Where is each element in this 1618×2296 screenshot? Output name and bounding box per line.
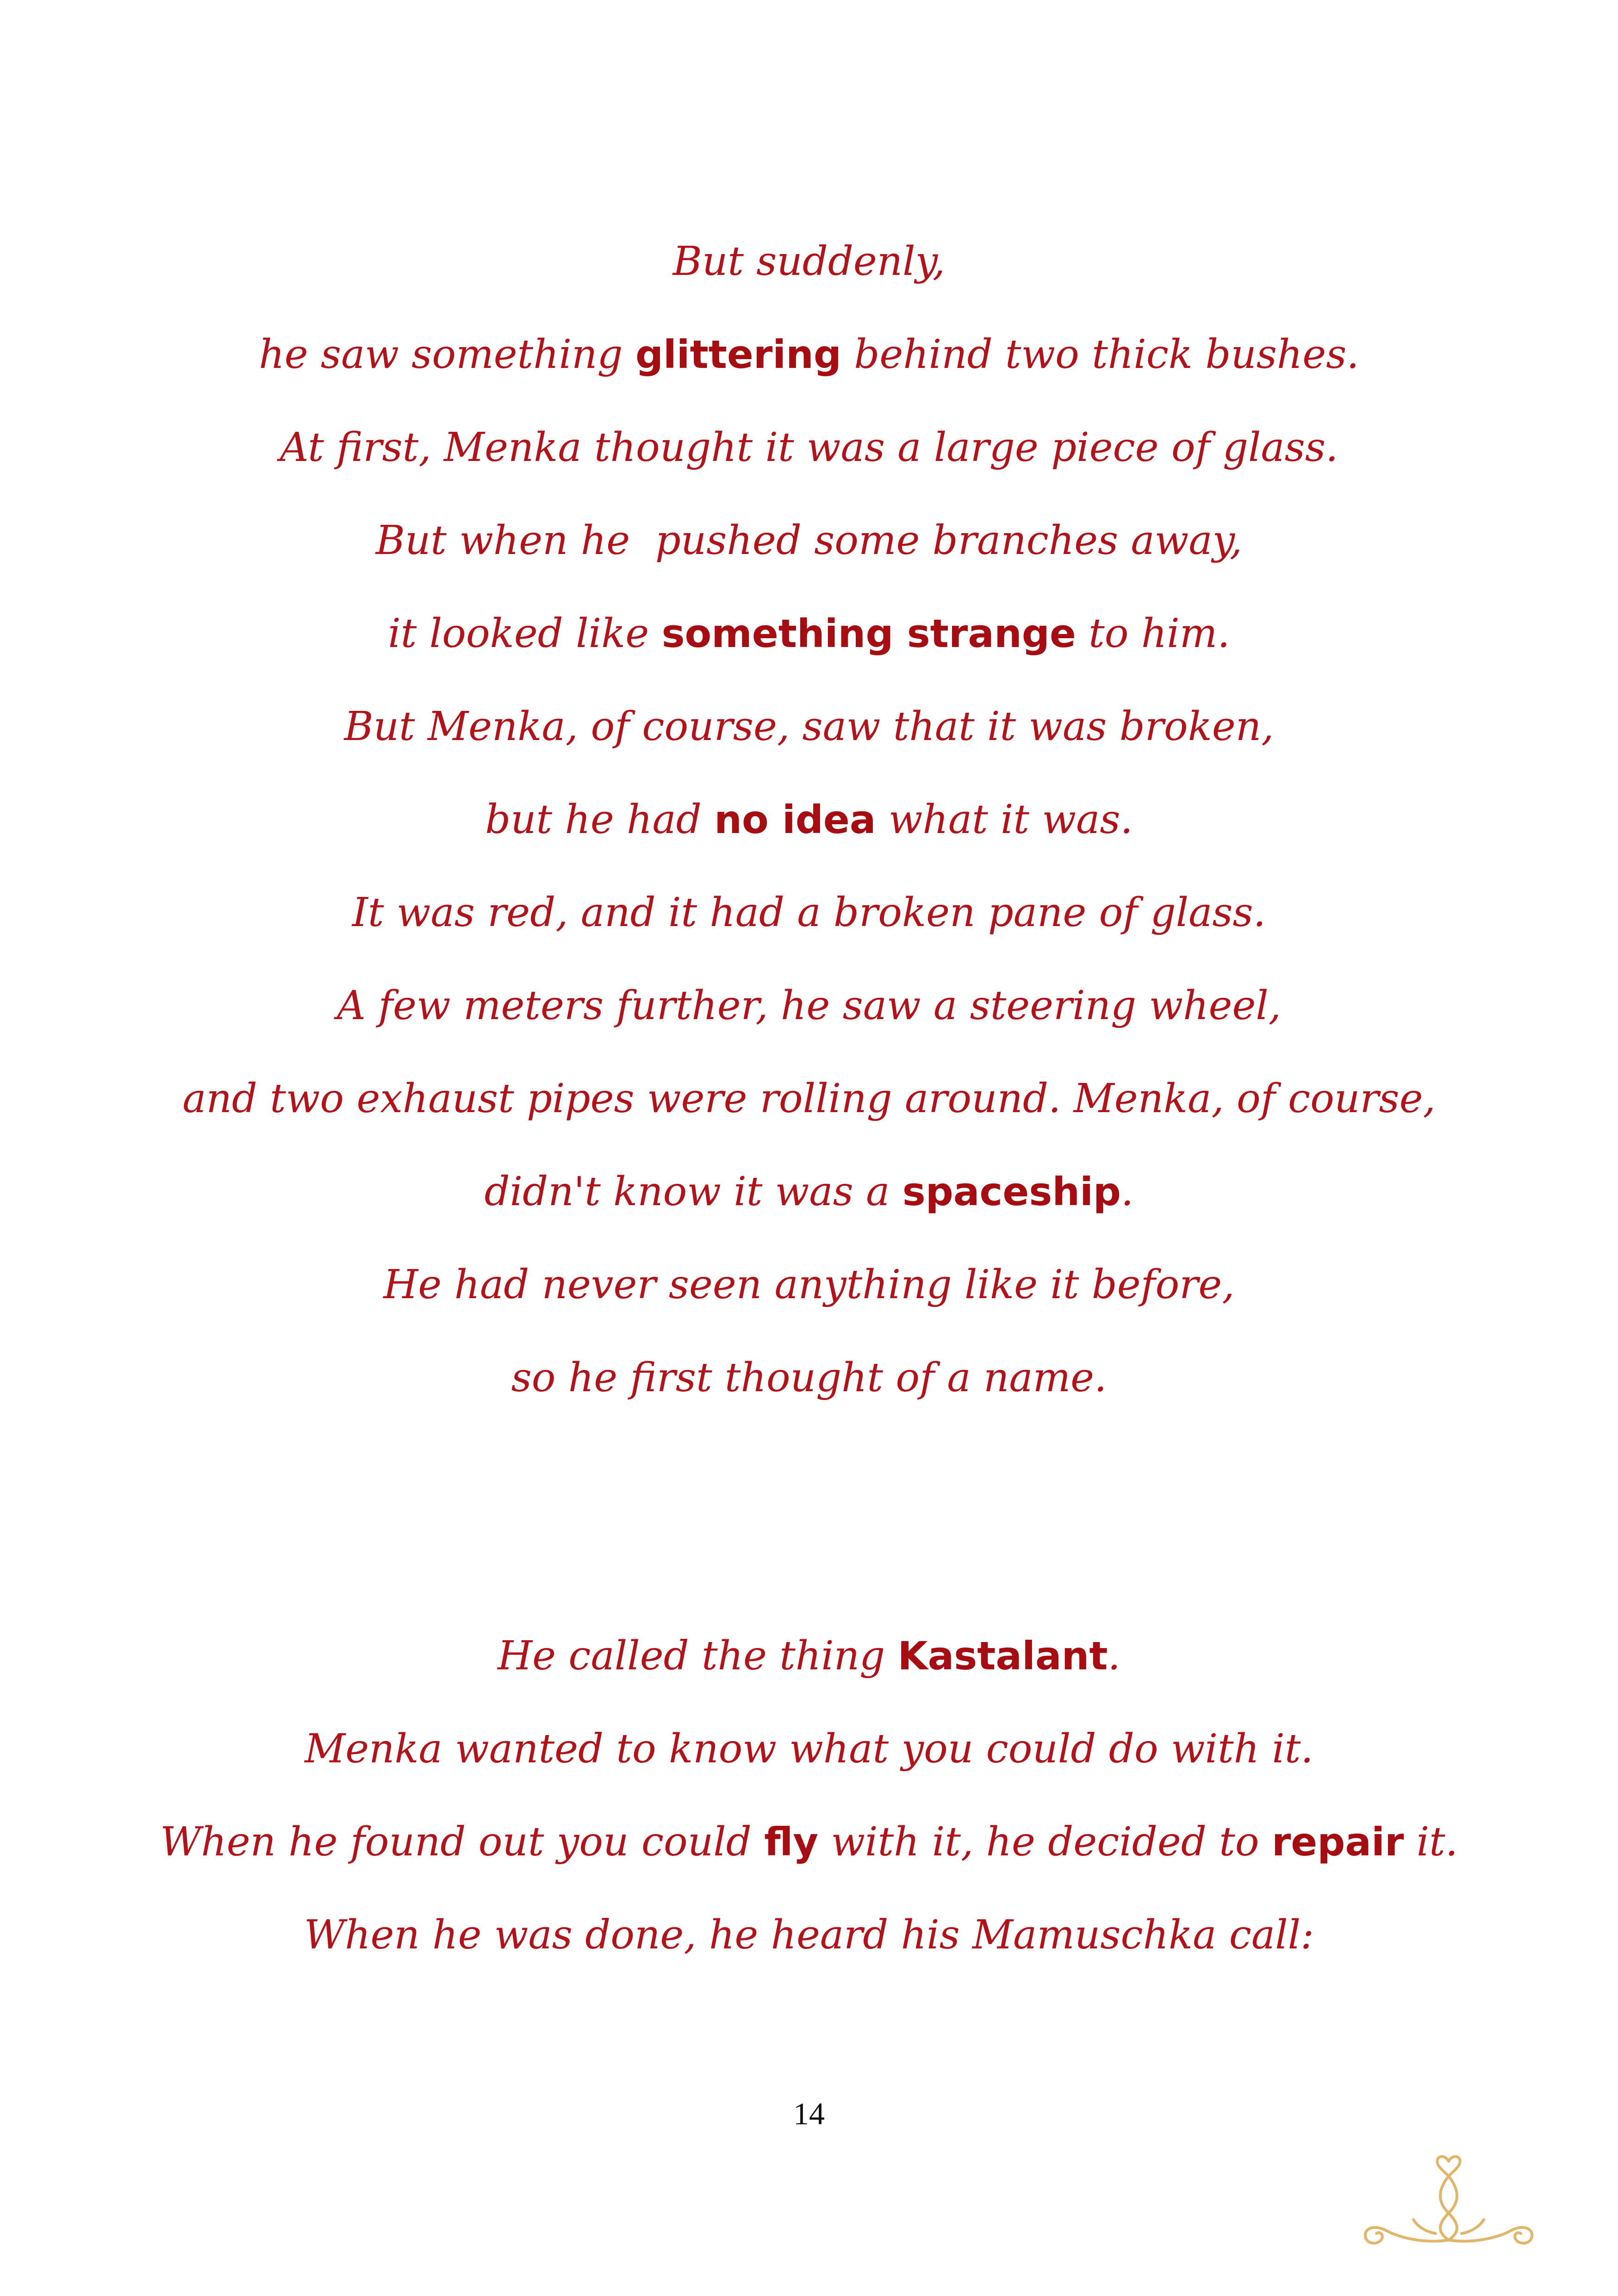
- text-segment: It was red, and it had a broken pane of glass.: [352, 890, 1266, 936]
- heart-flourish-icon: [1356, 2152, 1541, 2254]
- highlighted-word: repair: [1271, 1819, 1404, 1865]
- text-segment: with it, he decided to: [818, 1819, 1272, 1865]
- text-line: [0, 959, 1618, 1052]
- text-segment: When he found out you could: [160, 1819, 765, 1865]
- highlighted-word: fly: [764, 1819, 819, 1865]
- text-segment: it looked like: [388, 610, 662, 657]
- text-segment: what it was.: [876, 796, 1133, 843]
- text-line: [0, 1796, 1618, 1889]
- text-line: [0, 401, 1618, 494]
- text-segment: But Menka, of course, saw that it was broken,: [344, 703, 1274, 750]
- highlighted-word: something strange: [661, 611, 1076, 656]
- text-segment: Menka wanted to know what you could do with it.: [305, 1726, 1313, 1772]
- text-segment: and two exhaust pipes were rolling around. Menka, of course,: [182, 1076, 1436, 1122]
- highlighted-word: Kastalant: [897, 1633, 1108, 1679]
- text-line: [0, 215, 1618, 308]
- highlighted-word: spaceship: [902, 1169, 1121, 1214]
- stanza-2: [0, 1610, 1618, 1982]
- text-line: [0, 1052, 1618, 1145]
- text-line: [0, 494, 1618, 587]
- text-line: [0, 680, 1618, 773]
- text-segment: he saw something: [259, 331, 635, 378]
- text-segment: When he was done, he heard his Mamuschka call:: [304, 1912, 1314, 1958]
- text-line: [0, 587, 1618, 680]
- text-line: [0, 1703, 1618, 1796]
- text-segment: At first, Menka thought it was a large piece of glass.: [280, 424, 1338, 471]
- text-segment: A few meters further, he saw a steering wheel,: [336, 983, 1282, 1029]
- stanza-1: [0, 215, 1618, 1425]
- text-segment: He called the thing: [498, 1633, 898, 1679]
- text-segment: didn't know it was a: [484, 1169, 902, 1215]
- text-segment: but he had: [485, 796, 715, 843]
- text-segment: But suddenly,: [672, 238, 946, 285]
- text-segment: to him.: [1076, 610, 1230, 657]
- text-line: [0, 773, 1618, 866]
- text-line: [0, 1610, 1618, 1703]
- text-line: [0, 1238, 1618, 1332]
- text-segment: .: [1108, 1633, 1120, 1679]
- highlighted-word: glittering: [635, 332, 842, 377]
- text-line: [0, 1332, 1618, 1425]
- text-segment: behind two thick bushes.: [841, 331, 1359, 378]
- text-line: [0, 308, 1618, 401]
- text-line: [0, 866, 1618, 959]
- text-segment: .: [1121, 1169, 1134, 1215]
- text-segment: He had never seen anything like it before,: [383, 1262, 1235, 1308]
- page-number: 14: [793, 2096, 825, 2131]
- text-segment: so he first thought of a name.: [511, 1355, 1107, 1401]
- text-line: [0, 1889, 1618, 1982]
- highlighted-word: no idea: [714, 797, 876, 842]
- text-segment: it.: [1404, 1819, 1458, 1865]
- text-line: [0, 1145, 1618, 1238]
- text-segment: But when he pushed some branches away,: [375, 517, 1243, 564]
